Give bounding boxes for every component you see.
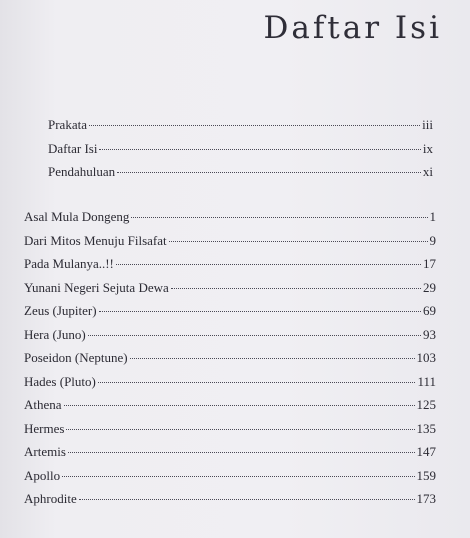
toc-entry-title: Aphrodite [24, 491, 77, 506]
toc-entry [48, 117, 433, 141]
toc-entry-page: 93 [423, 326, 436, 342]
toc-entry [24, 444, 436, 468]
dot-leader [116, 264, 421, 265]
dot-leader [62, 476, 414, 477]
toc-entry-page: 135 [416, 420, 436, 436]
dot-leader [117, 172, 421, 173]
toc-entry-page: 9 [429, 232, 436, 248]
dot-leader [98, 382, 416, 383]
toc-entry [24, 280, 436, 304]
toc-entry [24, 397, 436, 421]
toc-entry-page: 173 [416, 491, 436, 506]
toc-entry [24, 256, 436, 280]
toc-entry-title: Dari Mitos Menuju Filsafat [24, 232, 167, 248]
dot-leader [66, 429, 414, 430]
dot-leader [89, 125, 420, 126]
toc-entry-title: Poseidon (Neptune) [24, 350, 128, 365]
toc-entry [24, 491, 436, 515]
toc-entry-page: 147 [416, 444, 436, 459]
toc-entry [24, 209, 436, 233]
toc-entry-page: 103 [416, 350, 436, 365]
dot-leader [130, 358, 415, 359]
toc-entry [24, 468, 436, 492]
toc-entry-title: Pada Mulanya..!! [24, 256, 114, 271]
toc-entry-page: 125 [416, 397, 436, 412]
toc-entry-title: Apollo [24, 467, 61, 483]
toc-entry-page: 29 [423, 279, 436, 295]
dot-leader [171, 288, 421, 289]
toc-entry-title: Artemis [24, 444, 66, 459]
toc-entry-title: Pendahuluan [48, 164, 116, 179]
dot-leader [131, 217, 427, 218]
toc-entry [24, 327, 436, 351]
toc-entry [48, 164, 433, 188]
toc-entry-page: ix [422, 140, 433, 156]
toc-entry [24, 374, 436, 398]
toc-entry-page: 69 [423, 303, 436, 318]
toc-entry-title: Hades (Pluto) [24, 373, 96, 389]
dot-leader [99, 311, 421, 312]
toc-entry [48, 141, 433, 165]
toc-entry-title: Daftar Isi [48, 140, 98, 156]
toc-entry-page: 159 [416, 467, 436, 483]
chapter-list [24, 209, 436, 515]
toc-entry-title: Athena [24, 397, 62, 412]
toc-entry-page: 17 [423, 256, 436, 271]
dot-leader [99, 149, 420, 150]
toc-entry-page: iii [422, 117, 433, 132]
dot-leader [64, 405, 415, 406]
toc-entry [24, 350, 436, 374]
front-matter-list [48, 117, 433, 188]
dot-leader [169, 241, 428, 242]
dot-leader [79, 499, 415, 500]
toc-entry [24, 303, 436, 327]
toc-entry [24, 233, 436, 257]
dot-leader [68, 452, 415, 453]
toc-entry-title: Zeus (Jupiter) [24, 303, 97, 318]
page-title: Daftar Isi [263, 10, 442, 46]
toc-entry-page: xi [422, 164, 433, 179]
toc-entry-title: Hermes [24, 420, 65, 436]
toc-entry-title: Prakata [48, 117, 87, 132]
toc-entry-title: Asal Mula Dongeng [24, 209, 130, 224]
toc-entry [24, 421, 436, 445]
toc-entry-page: 111 [417, 373, 436, 389]
toc-entry-title: Hera (Juno) [24, 326, 86, 342]
toc-entry-title: Yunani Negeri Sejuta Dewa [24, 279, 169, 295]
toc-entry-page: 1 [429, 209, 436, 224]
dot-leader [88, 335, 421, 336]
